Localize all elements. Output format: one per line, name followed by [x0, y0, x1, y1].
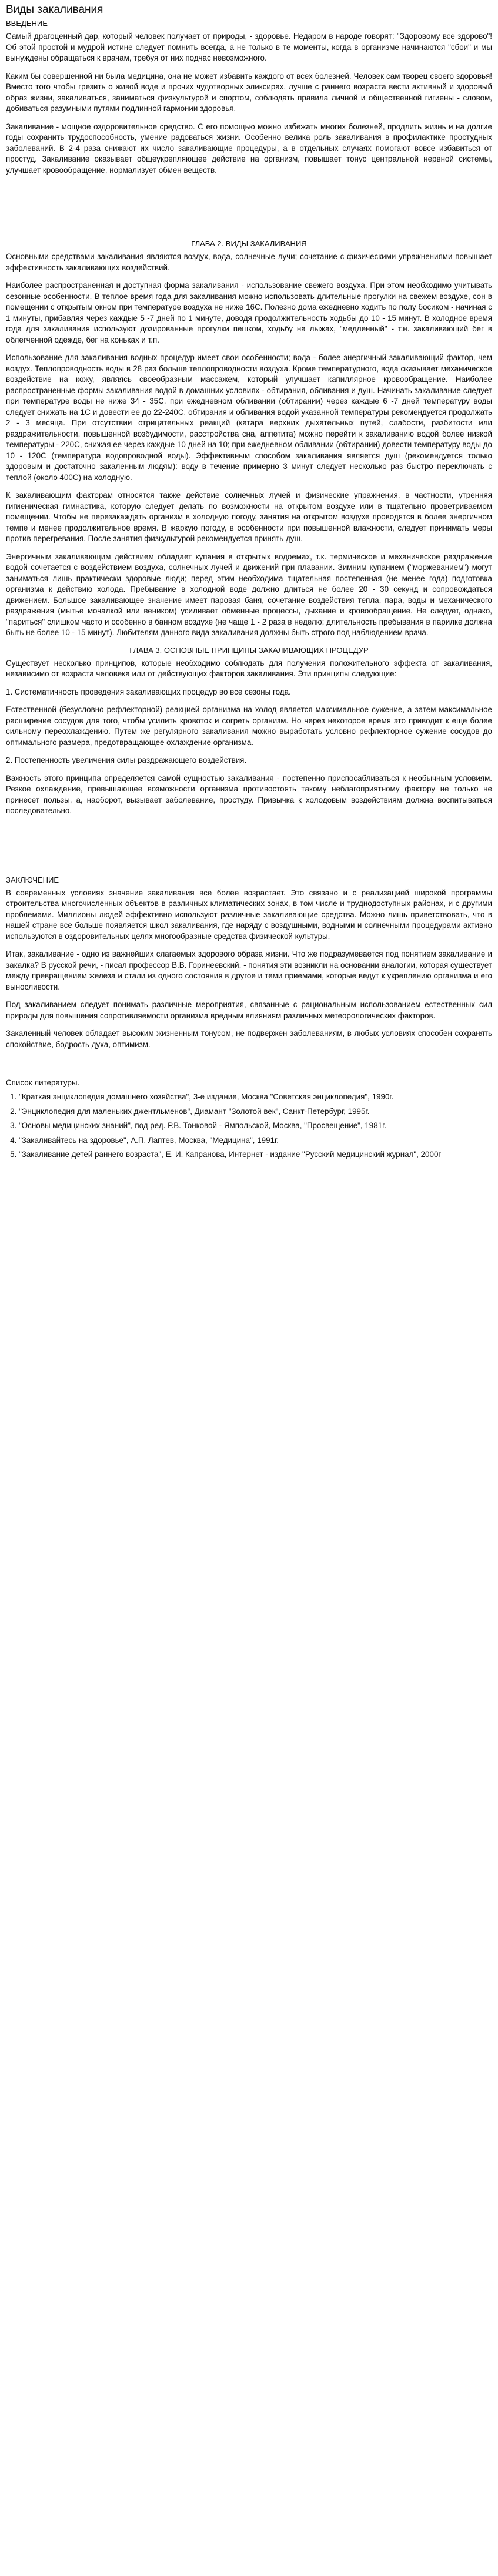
document-page	[0, 0, 498, 1188]
reference-item: 1. "Краткая энциклопедия домашнего хозяйства", 3-е издание, Москва "Советская энциклопедия", 1990г.	[19, 1092, 492, 1103]
chapter2-paragraph-4: К закаливающим факторам относятся также действие солнечных лучей и физические упражнения, в частности, утренняя гигиеническая гимнастика, которую следует делать по возможности на открытом воздухе или в тщательно проветриваемом помещении. Чтобы не перезакаждать организм в холодную погоду, занятия на открытом воздухе проводятся в более энергичном темпе и менее продолжительное время. В жаркую погоду, в особенности при повышенной влажности, следует принимать меры против перегревания. После занятия физкультурой рекомендуется принять душ.	[6, 491, 492, 543]
chapter2-paragraph-5: Энергичным закаливающим действием обладает купания в открытых водоемах, т.к. термическое и механическое раздражение водой сочетается с воздействием воздуха, солнечных лучей и движений при плавании. Зимним купанием ("моржеванием") могут заниматься лишь практически здоровые люди; перед этим необходима тщательная постепенная (не менее года) подготовка организма к действию холода. Пребывание в холодной воде должно длиться не более 20 - 30 секунд и сопровождаться движением. Большое закаливающее значение имеет паровая баня, сочетание воздействия тепла, пара, воды и механического раздражения (мытье мочалкой или веником) усиливает обменные процессы, дыхание и кровообращение. Не следует, однако, "париться" слишком часто и особенно в банном воздухе (не чаще 1 - 2 раза в неделю; длительность пребывания в парилке должна быть не более 10 - 15 минут). Любителям данного вида закаливания должны быть строго под наблюдением врача.	[6, 552, 492, 637]
intro-heading: ВВЕДЕНИЕ	[6, 19, 48, 28]
chapter3-principle-1: 1. Систематичность проведения закаливающих процедур во все сезоны года.	[6, 687, 291, 696]
conclusion-paragraph-2: Итак, закаливание - одно из важнейших слагаемых здорового образа жизни. Что же подразумевается под понятием закаливание и закалка? В русской речи, - писал профессор В.В. Горинеевский, - понятия эти возникли на основании аналогии, которая существует между превращением железа и стали из одного состояния в другое и теми приемами, которые ведут к укреплению организма и его выносливости.	[6, 950, 492, 991]
chapter2-paragraph-2: Наиболее распространенная и доступная форма закаливания - использование свежего воздуха. При этом необходимо учитывать сезонные особенности. В теплое время года для закаливания можно использовать длительные прогулки на свежем воздухе, сон в помещении с открытым окном при температуре воздуха не ниже 16С. Полезно дома ежедневно ходить по полу босиком - начиная с 1 минуты, прибавляя через каждые 5 -7 дней по 1 минуте, доводя продолжительность ходьбы до 10 - 15 минут. В холодное время года для закаливания используют дозированные прогулки пешком, ходьбу на лыжах, "медленный" - т.н. закаливающий бег в облегченной одежде, бег на коньках и т.п.	[6, 281, 492, 344]
intro-paragraph-3: Закаливание - мощное оздоровительное средство. С его помощью можно избежать многих болезней, продлить жизнь и на долгие годы сохранить трудоспособность, умение радоваться жизни. Особенно велика роль закаливания в профилактике простудных заболеваний. В 2-4 раза снижают их число закаливающие процедуры, а в отдельных случаях помогают вовсе избавиться от простуд. Закаливание оказывает общеукрепляющее действие на организм, повышает тонус центральной нервной системы, улучшает кровообращение, нормализует обмен веществ.	[6, 122, 492, 175]
reference-item: 2. "Энциклопедия для маленьких джентльменов", Диамант "Золотой век", Санкт-Петербург, 1995г.	[19, 1106, 492, 1118]
reference-item: 5. "Закаливание детей раннего возраста", Е. И. Капранова, Интернет - издание "Русский медицинский журнал", 2000г	[19, 1149, 492, 1160]
reference-item: 3. "Основы медицинских знаний", под ред. Р.В. Тонковой - Ямпольской, Москва, "Просвещение", 1981г.	[19, 1121, 492, 1132]
page-title: Виды закаливания	[6, 4, 103, 16]
conclusion-paragraph-4: Закаленный человек обладает высоким жизненным тонусом, не подвержен заболеваниям, в любых условиях способен сохранять спокойствие, бодрость духа, оптимизм.	[6, 1029, 492, 1049]
intro-paragraph-2: Каким бы совершенной ни была медицина, она не может избавить каждого от всех болезней. Человек сам творец своего здоровья! Вместо того чтобы грезить о живой воде и прочих чудотворных эликсирах, лучше с раннего возраста вести активный и здоровый образ жизни, закаливаться, заниматься физкультурой и спортом, соблюдать правила личной и общественной гигиены - словом, добиваться разумными путями подлинной гармонии здоровья.	[6, 71, 492, 113]
chapter2-heading: ГЛАВА 2. ВИДЫ ЗАКАЛИВАНИЯ	[191, 239, 307, 248]
chapter3-principle-2: 2. Постепенность увеличения силы раздражающего воздействия.	[6, 756, 247, 764]
reference-item: 4. "Закаливайтесь на здоровье", А.П. Лаптев, Москва, "Медицина", 1991г.	[19, 1135, 492, 1146]
chapter3-paragraph-1: Существует несколько принципов, которые необходимо соблюдать для получения положительного эффекта от закаливания, независимо от возраста человека или от действующих факторов закаливания. Эти принципы следующие:	[6, 658, 492, 678]
chapter2-paragraph-1: Основными средствами закаливания являются воздух, вода, солнечные лучи; сочетание с физическими упражнениями повышает эффективность закаливающих воздействий.	[6, 252, 492, 272]
conclusion-heading: ЗАКЛЮЧЕНИЕ	[6, 875, 59, 884]
chapter3-paragraph-3: Важность этого принципа определяется самой сущностью закаливания - постепенно приспосабливаться к необычным условиям. Резкое охлаждение, превышающее возможности организма противостоять такому неблагоприятному фактору не только не принесет пользы, а, наоборот, вызывает заболевание, простуду. Привычка к холодовым воздействиям должна воспитываться последовательно.	[6, 773, 492, 815]
intro-paragraph-1: Самый драгоценный дар, который человек получает от природы, - здоровье. Недаром в народе говорят: "Здоровому все здорово"! Об этой простой и мудрой истине следует помнить всегда, а не только в те моменты, когда в организме начинаются "сбои" и мы вынуждены обращаться к врачам, требуя от них подчас невозможного.	[6, 32, 492, 62]
chapter3-paragraph-2: Естественной (безусловно рефлекторной) реакцией организма на холод является максимальное сужение, а затем максимальное расширение сосудов для того, чтобы усилить кровоток и согреть организм. Но через некоторое время это приводит к еще более сильному переохлаждению. Путем же регулярного закаливания можно выработать условно рефлекторное сужение сосудов до оптимального размера, предотвращающее охлаждение организма.	[6, 705, 492, 747]
conclusion-paragraph-1: В современных условиях значение закаливания все более возрастает. Это связано и с реализацией широкой программы строительства многочисленных объектов в различных климатических зонах, в том числе и труднодоступных районах, и с другими проблемами. Миллионы людей эффективно используют различные закаливающие средства. Можно лишь приветствовать, что в нашей стране все больше появляется школ закаливания, где наряду с воздушными, водными и солнечными процедурами активно используются в оздоровительных целях многообразные средства физической культуры.	[6, 888, 492, 941]
references-list	[6, 1092, 492, 1160]
conclusion-paragraph-3: Под закаливанием следует понимать различные мероприятия, связанные с рациональным использованием естественных сил природы для повышения сопротивляемости организма вредным влияниям различных метеорологических факторов.	[6, 1000, 492, 1020]
chapter3-heading: ГЛАВА 3. ОСНОВНЫЕ ПРИНЦИПЫ ЗАКАЛИВАЮЩИХ ПРОЦЕДУР	[129, 645, 369, 655]
chapter2-paragraph-3: Использование для закаливания водных процедур имеет свои особенности; вода - более энергичный закаливающий фактор, чем воздух. Теплопроводность воды в 28 раз больше теплопроводности воздуха. Кроме температурного, вода оказывает механическое воздействие на кожу, являясь своеобразным массажем, который улучшает капиллярное кровообращение. Наиболее распространенные формы закаливания водой в домашних условиях - обтирания, обливания и душ. Начинать закаливание следует при температуре воды не ниже 34 - 35С. при ежедневном обливании (обтирании) через каждые 6 -7 дней температуру воды следует снижать на 1С и довести ее до 22-240С. обтирания и обливания водой указанной температуры рекомендуется продолжать 2 - 3 месяца. При отсутствии отрицательных реакций (катара верхних дыхательных путей, слабости, разбитости или раздражительности, повышенной возбудимости, расстройства сна, аппетита) можно перейти к закаливанию водой более низкой температуры - 220С, снижая ее через каждые 10 дней на 10; при ежедневном обливании (обтирании) довести температуру воды до 10 - 120С (температура водопроводной воды). Эффективным способом закаливания является душ (рекомендуется только здоровым и достаточно закаленным людям): воду в течение примерно 3 минут следует несколько раз быстро переключать с теплой (около 400С) на холодную.	[6, 353, 492, 482]
references-title: Список литературы.	[6, 1078, 80, 1087]
